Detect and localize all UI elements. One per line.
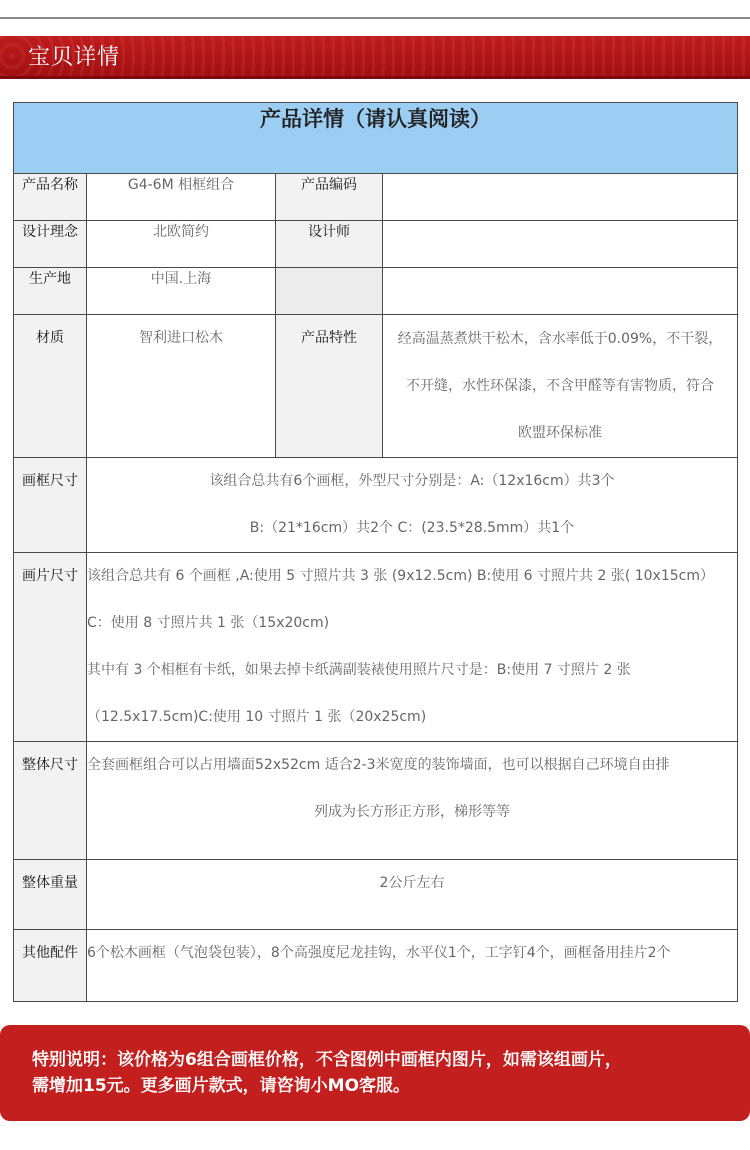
- top-divider: [0, 17, 750, 19]
- row-label: 其他配件: [22, 945, 78, 961]
- product-name-value: G4-6M 相框组合: [87, 174, 276, 221]
- table-row: [14, 553, 738, 742]
- feature-line: 欧盟环保标准: [518, 425, 602, 441]
- overall-size-line: 列成为长方形正方形，梯形等等: [314, 804, 510, 820]
- frame-size-line: 该组合总共有6个画框，外型尺寸分别是：A:（12x16cm）共3个: [209, 473, 615, 489]
- notice-line: 需增加15元。更多画片款式，请咨询小MO客服。: [32, 1076, 411, 1096]
- material-value: 智利进口松木: [139, 330, 223, 346]
- overall-size-line: 全套画框组合可以占用墙面52x52cm 适合2-3米宽度的装饰墙面，也可以根据自己环境自由排: [87, 757, 670, 773]
- feature-line: 不开缝，水性环保漆，不含甲醛等有害物质，符合: [406, 378, 714, 394]
- product-code-value: [383, 174, 738, 221]
- table-row: [14, 860, 738, 930]
- row-label: 画片尺寸: [22, 568, 78, 584]
- feature-line: 经高温蒸煮烘干松木，含水率低于0.09%，不干裂，: [397, 331, 723, 347]
- notice-line: 特别说明：该价格为6组合画框价格，不含图例中画框内图片，如需该组画片，: [32, 1050, 622, 1070]
- empty-value-cell: [383, 268, 738, 315]
- table-row: [14, 930, 738, 1002]
- row-label: 生产地: [14, 268, 87, 315]
- photo-size-line: 其中有 3 个相框有卡纸，如果去掉卡纸满副装裱使用照片尺寸是：B:使用 7 寸照片 2 张: [87, 662, 631, 678]
- designer-value: [383, 221, 738, 268]
- empty-label-cell: [276, 268, 383, 315]
- photo-size-line: （12.5x17.5cm)C:使用 10 寸照片 1 张（20x25cm): [87, 709, 427, 725]
- table-row: [14, 458, 738, 553]
- photo-size-line: C：使用 8 寸照片共 1 张（15x20cm): [87, 615, 330, 631]
- photo-size-line: 该组合总共有 6 个画框 ,A:使用 5 寸照片共 3 张 (9x12.5cm) B:使用 6 寸照片共 2 张( 10x15cm）: [87, 568, 714, 584]
- table-row: [14, 221, 738, 268]
- row-label: 整体重量: [22, 875, 78, 891]
- row-label: 设计师: [276, 221, 383, 268]
- row-label: 产品特性: [301, 330, 357, 346]
- weight-value: 2公斤左右: [379, 875, 445, 891]
- section-banner: [0, 36, 750, 79]
- table-row: [14, 315, 738, 458]
- design-concept-value: 北欧简约: [87, 221, 276, 268]
- row-label: 画框尺寸: [22, 473, 78, 489]
- table-heading: 产品详情（请认真阅读）: [14, 103, 738, 174]
- table-row: [14, 742, 738, 860]
- origin-value: 中国.上海: [87, 268, 276, 315]
- banner-title: 宝贝详情: [28, 45, 121, 70]
- row-label: 材质: [36, 330, 64, 346]
- row-label: 设计理念: [14, 221, 87, 268]
- table-row: [14, 268, 738, 315]
- frame-size-line: B:（21*16cm）共2个 C：(23.5*28.5mm）共1个: [249, 520, 575, 536]
- row-label: 产品名称: [14, 174, 87, 221]
- product-detail-table: [13, 102, 738, 1002]
- accessories-value: 6个松木画框（气泡袋包装），8个高强度尼龙挂钩，水平仪1个，工字钉4个，画框备用挂片2个: [87, 945, 671, 961]
- special-notice: [0, 1025, 750, 1121]
- table-row: [14, 174, 738, 221]
- row-label: 产品编码: [276, 174, 383, 221]
- row-label: 整体尺寸: [22, 757, 78, 773]
